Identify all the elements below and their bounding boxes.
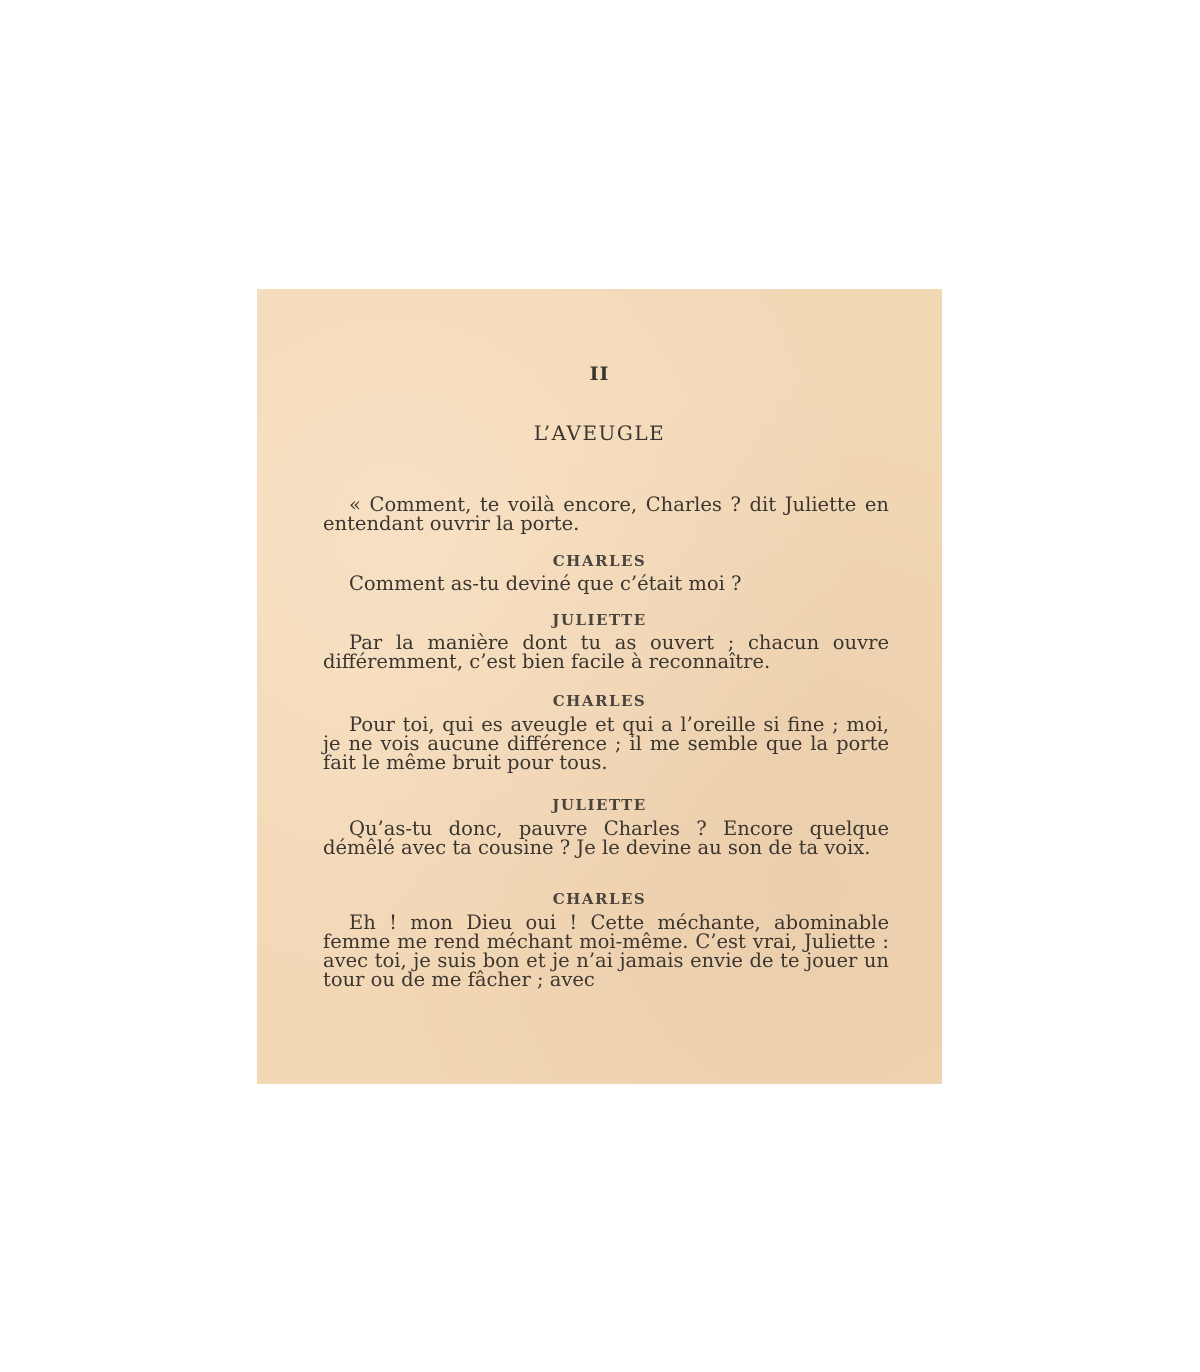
speaker-label: CHARLES <box>552 692 647 710</box>
chapter-title: L’AVEUGLE <box>533 421 666 445</box>
speaker-label: JULIETTE <box>552 611 647 629</box>
chapter-number: II <box>589 363 610 385</box>
speaker-label: JULIETTE <box>552 796 647 814</box>
paragraph-6: Eh ! mon Dieu oui ! Cette méchante, abominable femme me rend méchant moi-même. C’est vrai, Juliette : avec toi, je suis bon et je n’ai jamais envie de te jouer un tour ou de me fâcher ; avec <box>323 911 889 991</box>
speaker-label: CHARLES <box>552 890 647 908</box>
paragraph-3: Par la manière dont tu as ouvert ; chacun ouvre différemment, c’est bien facile à reconnaître. <box>323 631 889 673</box>
book-page <box>257 289 942 1084</box>
paragraph-2: Comment as-tu deviné que c’était moi ? <box>349 572 742 595</box>
speaker-label: CHARLES <box>552 552 647 570</box>
paragraph-5: Qu’as-tu donc, pauvre Charles ? Encore quelque démêlé avec ta cousine ? Je le devine au son de ta voix. <box>323 817 889 859</box>
paragraph-1: « Comment, te voilà encore, Charles ? dit Juliette en entendant ouvrir la porte. <box>323 493 889 535</box>
paragraph-4: Pour toi, qui es aveugle et qui a l’oreille si fine ; moi, je ne vois aucune différence ; il me semble que la porte fait le même bruit pour tous. <box>323 713 889 774</box>
